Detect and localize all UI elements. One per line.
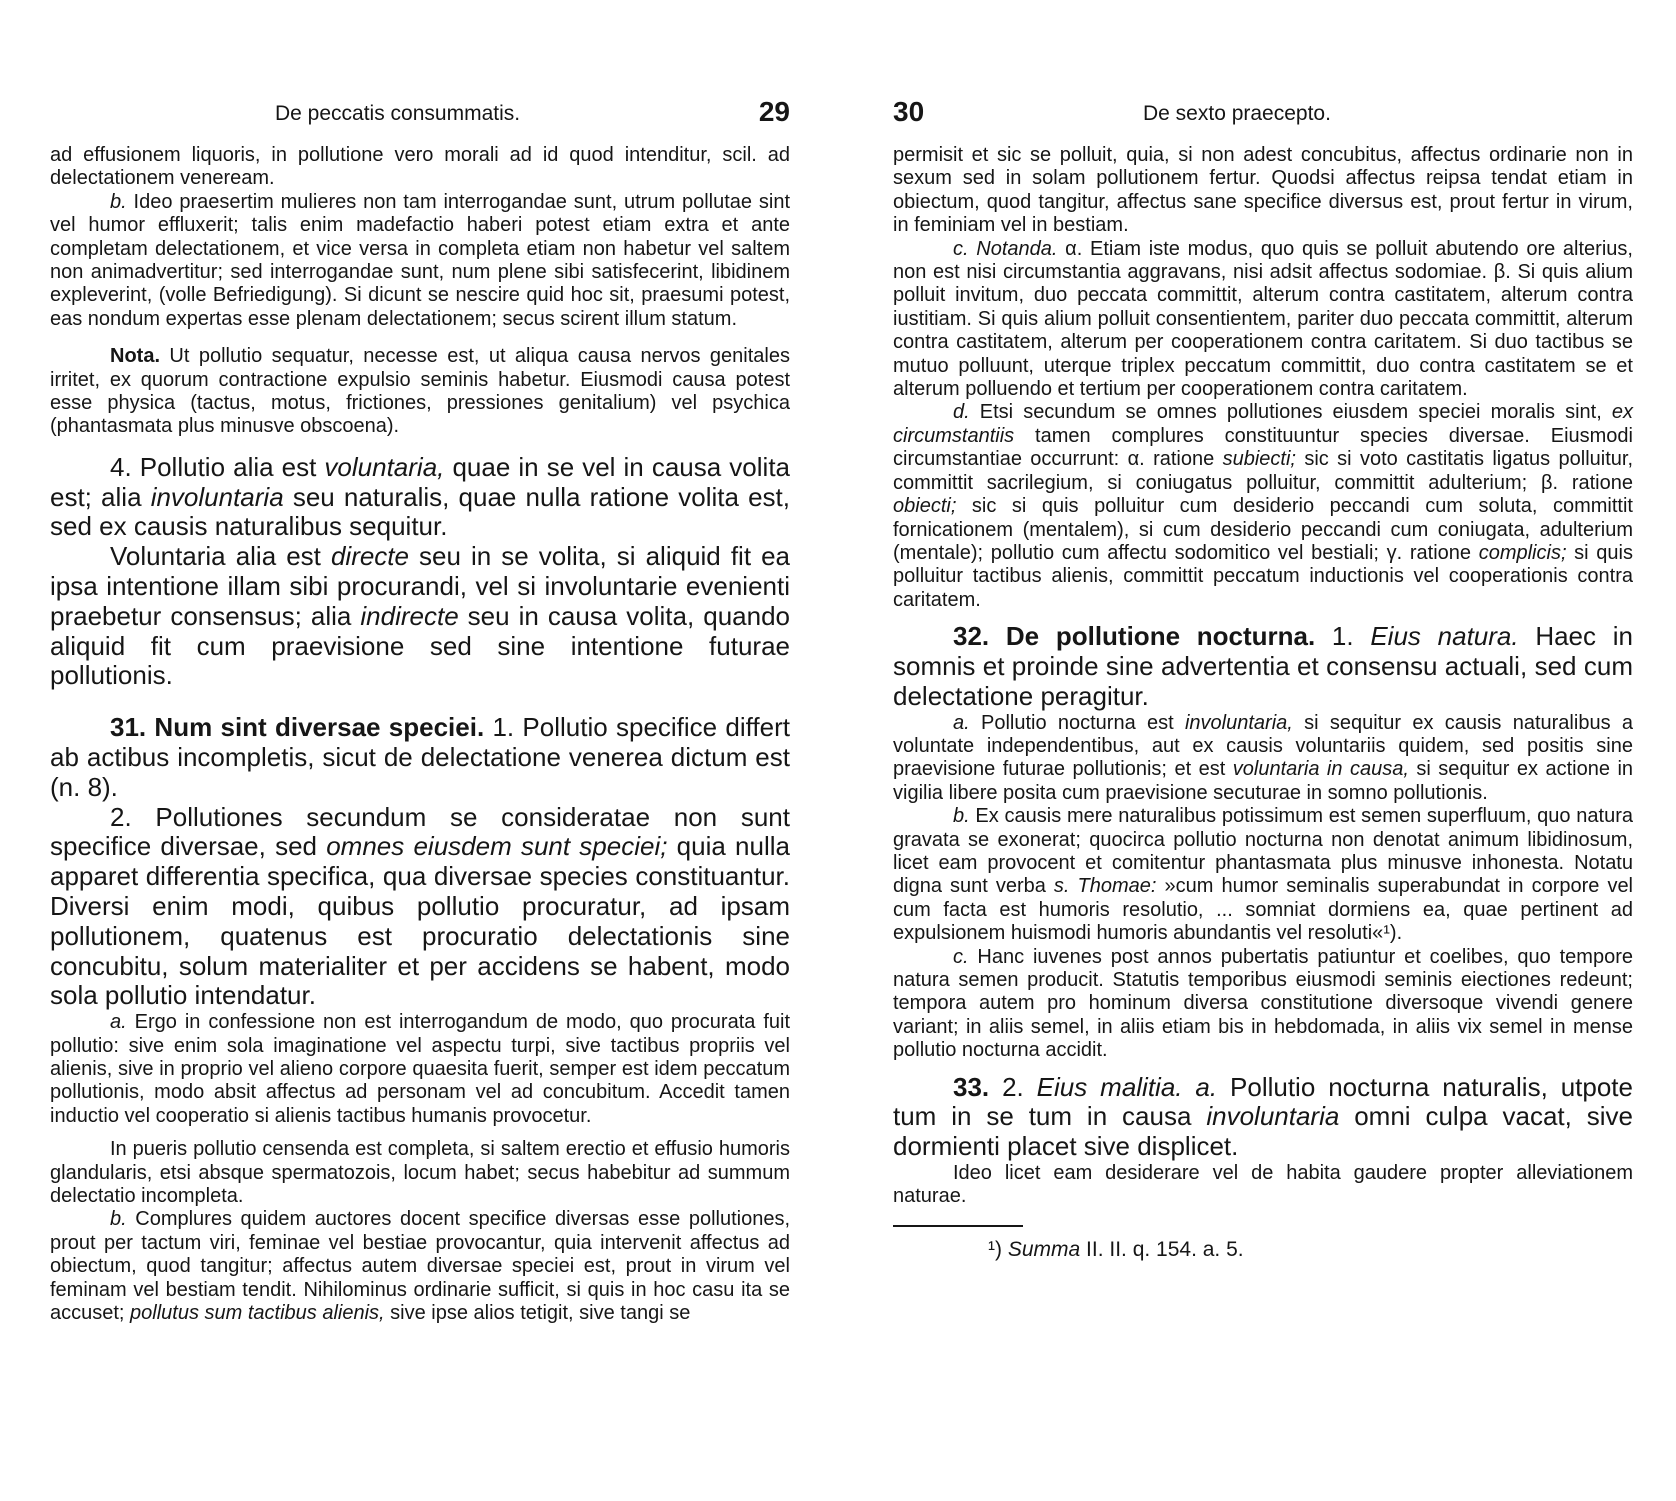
paragraph: ad effusionem liquoris, in pollutione vero morali ad id quod intenditur, scil. ad delectationem veneream. xyxy=(50,144,790,190)
nota-paragraph: Nota. Ut pollutio sequatur, necesse est, ut aliqua causa nervos genitales irritet, ex quorum contractione expulsio seminis habetur. Eiusmodi causa potest esse physica (tactus, motus, frictiones, pressiones genitalium) vel psychica (phantasmata plus minusve obscoena). xyxy=(50,345,790,438)
paragraph: Voluntaria alia est directe seu in se volita, si aliquid fit ea ipsa intentione illam sibi procurandi, vel si involuntarie evenienti praebetur consensus; alia indirecte seu in causa volita, quando aliquid fit cum praevisione sed sine intentione futurae pollutionis. xyxy=(50,541,791,691)
section-heading: 32. De pollutione nocturna. xyxy=(953,621,1316,652)
page-number: 30 xyxy=(893,96,925,127)
footnote-rule xyxy=(893,1225,1023,1227)
paragraph: b. Ex causis mere naturalibus potissimum est semen superfluum, quo natura gravata se exonerat; quocirca pollutio nocturna non denotat animum libidinosum, licet eam provocent et comitentur phantasmata plus minusve inhonesta. Notatu digna sunt verba s. Thomae: »cum humor seminalis superabundat in corpore vel cum facta est humoris resolutio, ... somniat dormiens ea, quae pertinent ad expulsionem huismodi humoris abundantis vel resoluti«¹). xyxy=(893,805,1634,945)
section-32: 32. De pollutione nocturna. 1. Eius natura. Haec in somnis et proinde sine advertentia et consensu actuali, sed cum delectatione peragitur. xyxy=(893,621,1633,711)
paragraph: 2. Pollutiones secundum se consideratae non sunt specifice diversae, sed omnes eiusdem sunt speciei; quia nulla apparet differentia specifica, qua diversae species constituantur. Diversi enim modi, quibus pollutio procuratur, ad ipsam pollutionem, quatenus est procuratio delectationis sine concubitu, solum materialiter et per accidens se habent, modo sola pollutio intendatur. xyxy=(50,801,790,1011)
paragraph: b. Ideo praesertim mulieres non tam interrogandae sunt, utrum pollutae sint vel humor effluxerit; talis enim madefactio haberi potest etiam extra et ante completam delectationem, et vice versa in completa etiam non habetur vel saltem non animadvertitur; sed interrogandae sunt, num plene sibi satisfecerint, libidinem expleverint, (volle Befriedigung). Si dicunt se nescire quid hoc sit, praesumi potest, eas nondum expertas esse plenam delectationem; secus scirent illum statum. xyxy=(50,190,790,330)
paragraph: d. Etsi secundum se omnes pollutiones eiusdem speciei moralis sint, ex circumstantiis tamen complures constituuntur species diversae. Eiusmodi circumstantiae occurrunt: α. ratione subiecti; sic si voto castitatis ligatus polluitur, committit sacrilegium, si coniugatus polluitur, committit adulterium; β. ratione obiecti; sic si quis polluitur cum desiderio peccandi cum soluta, committit fornicationem (mentalem), si cum desiderio peccandi cum coniugata, adulterium (mentale); pollutio cum affectu sodomitico vel bestiali; γ. ratione complicis; si quis polluitur tactibus alienis, committit peccatum inductionis vel cooperationis contra caritatem. xyxy=(893,401,1633,611)
paragraph: b. Complures quidem auctores docent specifice diversas esse pollutiones, prout per tactum viri, feminae vel bestiae provocantur, quia intervenit affectus ad obiectum, quod tangitur; affectus autem diversae speciei est, prout in virum vel feminam vel bestiam tendit. Nihilominus ordinarie sufficit, si quis in hoc casu ita se accuset; pollutus sum tactibus alienis, sive ipse alios tetigit, sive tangi se xyxy=(50,1208,790,1325)
running-title: De peccatis consummatis. xyxy=(275,102,521,125)
paragraph: permisit et sic se polluit, quia, si non adest concubitus, affectus ordinarie non in sexum sed in solam pollutionem fertur. Quodsi affectus reipsa tendat etiam in obiectum, quod tangitur, affectus sane specifice diversus est, prout fertur in virum, in feminiam vel in bestiam. xyxy=(893,144,1633,237)
paragraph: c. Hanc iuvenes post annos pubertatis patiuntur et coelibes, quo tempore natura semen producit. Statutis temporibus eiusmodi seminis eiectiones redeunt; tempora autem pro hominum diversa constitutione diversoque vivendi genere variant; in aliis semel, in aliis etiam bis in hebdomada, in aliis vix semel in mense pollutio nocturna accidit. xyxy=(893,945,1633,1062)
running-title: De sexto praecepto. xyxy=(1143,102,1331,125)
right-page-header xyxy=(893,96,1633,136)
section-heading: 31. Num sint diversae speciei. xyxy=(110,712,485,743)
paragraph: c. Notanda. α. Etiam iste modus, quo quis se polluit abutendo ore alterius, non est nisi circumstantia aggravans, nisi adsit affectus sodomiae. β. Si quis alium polluit invitum, duo peccata committit, alterum contra castitatem, alterum contra iustitiam. Si quis alium polluit consentientem, pariter duo peccata committit, alterum contra castitatem, alterum per cooperationem contra caritatem. Si duo tactibus se mutuo polluunt, uterque triplex peccatum committit, duo contra castitatem se et alterum polluendo et tertium per cooperationem contra caritatem. xyxy=(893,237,1633,401)
paragraph: In pueris pollutio censenda est completa, si saltem erectio et effusio humoris glandularis, etsi absque spermatozois, locum habet; secus habebitur ad summum delectatio incompleta. xyxy=(50,1138,790,1208)
left-page-header xyxy=(50,96,790,136)
section-31: 31. Num sint diversae speciei. 1. Pollutio specifice differt ab actibus incompletis, sicut de delectatione venerea dictum est (n. 8). xyxy=(50,712,790,802)
paragraph: a. Ergo in confessione non est interrogandum de modo, quo procurata fuit pollutio: sive enim sola imaginatione vel aspectu turpi, sive tactibus propriis vel alienis, sive in proprio vel alieno corpore quaesita fuerit, semper est idem peccatum pollutionis, modo absit affectus ad personam vel ad concubitum. Accedit tamen inductio vel cooperatio si alienis tactibus humanis provocetur. xyxy=(50,1011,790,1127)
paragraph: a. Pollutio nocturna est involuntaria, si sequitur ex causis naturalibus a voluntate independentibus, aut ex causis voluntariis quidem, sed positis sine praevisione futurae pollutionis; et est voluntaria in causa, si sequitur ex actione in vigilia libere posita cum praevisione secuturae in somno pollutionis. xyxy=(893,711,1634,804)
right-page-body xyxy=(893,144,1633,1263)
paragraph: Ideo licet eam desiderare vel de habita gaudere propter alleviationem naturae. xyxy=(893,1162,1633,1208)
left-page-body xyxy=(50,144,790,1326)
left-page xyxy=(50,0,790,1501)
section-heading: 33. xyxy=(953,1071,990,1102)
footnote: ¹) Summa II. II. q. 154. a. 5. xyxy=(988,1237,1244,1261)
section-33: 33. 2. Eius malitia. a. Pollutio nocturna naturalis, utpote tum in se tum in causa involuntaria omni culpa vacat, sive dormienti placet sive displicet. xyxy=(893,1071,1633,1162)
right-page xyxy=(893,0,1633,1501)
page-number: 29 xyxy=(758,96,790,127)
paragraph: 4. Pollutio alia est voluntaria, quae in se vel in causa volita est; alia involuntaria seu naturalis, quae nulla ratione volita est, sed ex causis naturalibus sequitur. xyxy=(50,451,791,542)
